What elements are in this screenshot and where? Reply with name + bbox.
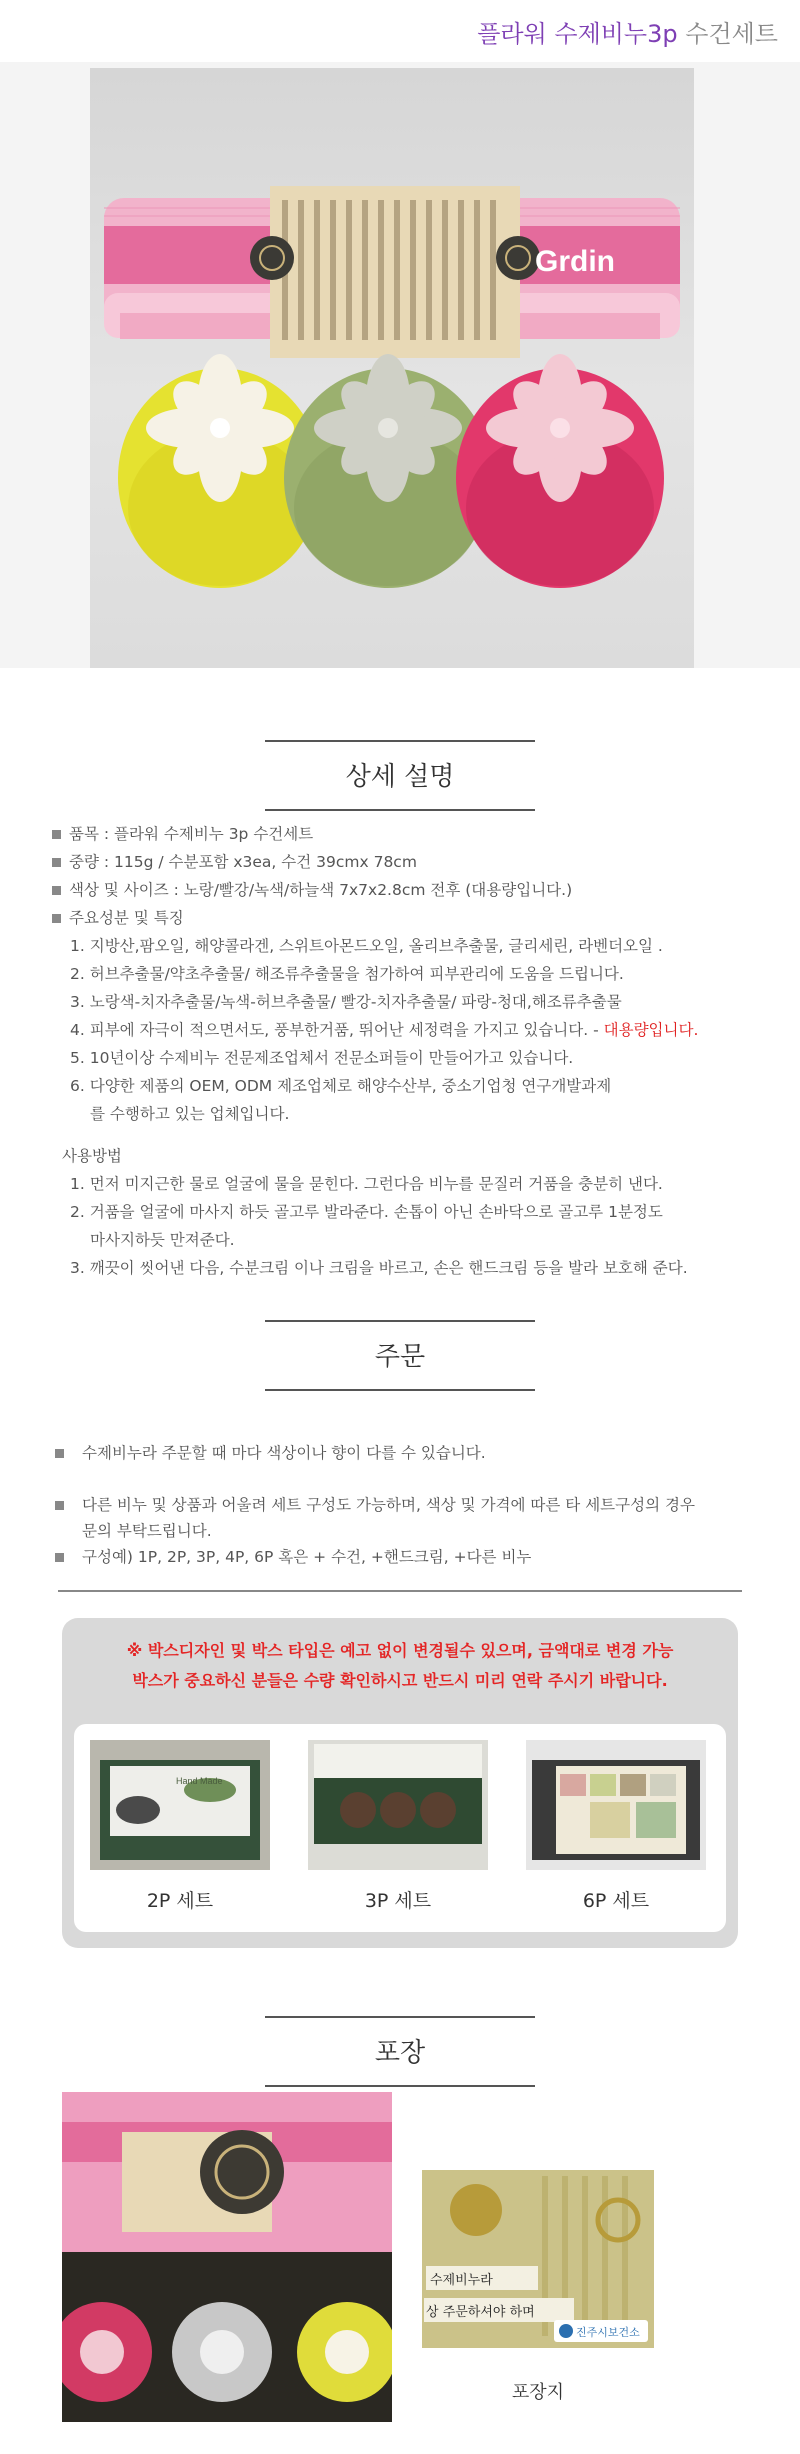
usage-item: 2. 거품을 얼굴에 마사지 하듯 골고루 발라준다. 손톱이 아닌 손바닥으로 골고루 1분정도 (70, 1203, 663, 1221)
feature-item: 6. 다양한 제품의 OEM, ODM 제조업체로 해양수산부, 중소기업청 연구개발과제 (70, 1077, 612, 1095)
set-2p (90, 1740, 270, 1913)
feature-item: 5. 10년이상 수제비누 전문제조업체서 전문소퍼들이 만들어가고 있습니다. (70, 1049, 574, 1067)
set-2p-label: 2P 세트 (146, 1890, 214, 1912)
packaging-illustration (62, 2092, 392, 2422)
detail-bullet: 중량 : 115g / 수분포함 x3ea, 수건 39cmx 78cm (52, 848, 752, 876)
detail-list (52, 820, 752, 1282)
set-6p-label: 6P 세트 (582, 1890, 650, 1912)
box-notice (62, 1618, 738, 1696)
order-note: 수제비누라 주문할 때 마다 색상이나 향이 다를 수 있습니다. (52, 1440, 752, 1466)
feature-item: 3. 노랑색-치자추출물/녹색-허브추출물/ 빨강-치자추출물/ 파랑-청대,해조류추출물 (70, 993, 622, 1011)
set-2p-image (90, 1740, 270, 1870)
product-photo (90, 68, 694, 668)
set-3p-label: 3P 세트 (364, 1890, 432, 1912)
hero-section (0, 62, 800, 668)
wrapping-paper-label: 포장지 (511, 2382, 565, 2403)
square-bullet-icon (52, 830, 61, 839)
box-notice-line2: 박스가 중요하신 분들은 수량 확인하시고 반드시 미리 연락 주시기 바랍니다. (132, 1671, 668, 1690)
heading-rule-bottom (265, 1389, 535, 1391)
order-note: 다른 비누 및 상품과 어울려 세트 구성도 가능하며, 색상 및 가격에 따른 타 세트구성의 경우 (52, 1492, 752, 1518)
set-2p-box-text: Hand Made (176, 1776, 223, 1786)
paper-text-1: 수제비누라 (430, 2273, 493, 2288)
order-note: 구성예) 1P, 2P, 3P, 4P, 6P 혹은 + 수건, +핸드크림, +다른 비누 (52, 1544, 752, 1570)
order-heading: 주문 (374, 1342, 426, 1372)
usage-item: 마사지하듯 만져준다. (90, 1231, 235, 1249)
detail-bullet: 품목 : 플라워 수제비누 3p 수건세트 (52, 820, 752, 848)
detail-bullet: 주요성분 및 특징 (52, 904, 752, 932)
wrapping-paper-illustration (422, 2170, 654, 2348)
packaging-photo (62, 2092, 392, 2422)
square-bullet-icon (52, 914, 61, 923)
square-bullet-icon (52, 858, 61, 867)
feature-item: 4. 피부에 자극이 적으면서도, 풍부한거품, 뛰어난 세정력을 가지고 있습니다. - 대용량입니다. (70, 1021, 699, 1039)
set-3p (308, 1740, 488, 1913)
order-note-continued: 문의 부탁드립니다. (82, 1522, 212, 1540)
wrapping-paper-image (422, 2170, 654, 2348)
packaging-heading-block (265, 2016, 535, 2087)
paper-text-2: 상 주문하셔야 하며 (426, 2305, 535, 2320)
title-sub: 수건세트 (677, 20, 778, 48)
order-notes (52, 1440, 752, 1570)
title-main: 플라워 수제비누3p (477, 20, 678, 48)
packaging-heading: 포장 (374, 2038, 426, 2068)
health-center-badge: 진주시보건소 (576, 2326, 640, 2339)
divider (58, 1590, 742, 1592)
box-notice-line1: ※ 박스디자인 및 박스 타입은 예고 없이 변경될수 있으며, 금액대로 변경 가능 (126, 1641, 674, 1660)
feature-item: 를 수행하고 있는 업체입니다. (90, 1105, 290, 1123)
set-3p-image (308, 1740, 488, 1870)
usage-item: 3. 깨끗이 씻어낸 다음, 수분크림 이나 크림을 바르고, 손은 핸드크림 등을 발라 보호해 준다. (70, 1259, 688, 1277)
feature-item: 2. 허브추출물/약초추출물/ 해조류추출물을 첨가하여 피부관리에 도움을 드립니다. (70, 965, 624, 983)
set-6p-image (526, 1740, 706, 1870)
box-sets (74, 1724, 726, 1932)
usage-title: 사용방법 (62, 1147, 122, 1165)
square-bullet-icon (55, 1501, 64, 1510)
page-title (0, 0, 800, 62)
detail-heading-block (265, 740, 535, 811)
heading-rule-bottom (265, 809, 535, 811)
detail-heading: 상세 설명 (345, 762, 455, 792)
detail-bullet: 색상 및 사이즈 : 노랑/빨강/녹색/하늘색 7x7x2.8cm 전후 (대용량입니다.) (52, 876, 752, 904)
box-notice-panel (62, 1618, 738, 1948)
feature-item: 1. 지방산,팜오일, 해양콜라겐, 스위트아몬드오일, 올리브추출물, 글리세린, 라벤더오일 . (70, 937, 663, 955)
square-bullet-icon (52, 886, 61, 895)
towel-brand-text: Grdin (535, 245, 615, 278)
square-bullet-icon (55, 1553, 64, 1562)
large-size-highlight: 대용량입니다. (603, 1021, 699, 1039)
set-6p (526, 1740, 706, 1913)
heading-rule-bottom (265, 2085, 535, 2087)
usage-item: 1. 먼저 미지근한 물로 얼굴에 물을 묻힌다. 그런다음 비누를 문질러 거품을 충분히 낸다. (70, 1175, 663, 1193)
product-illustration (90, 68, 694, 668)
square-bullet-icon (55, 1449, 64, 1458)
order-heading-block (265, 1320, 535, 1391)
